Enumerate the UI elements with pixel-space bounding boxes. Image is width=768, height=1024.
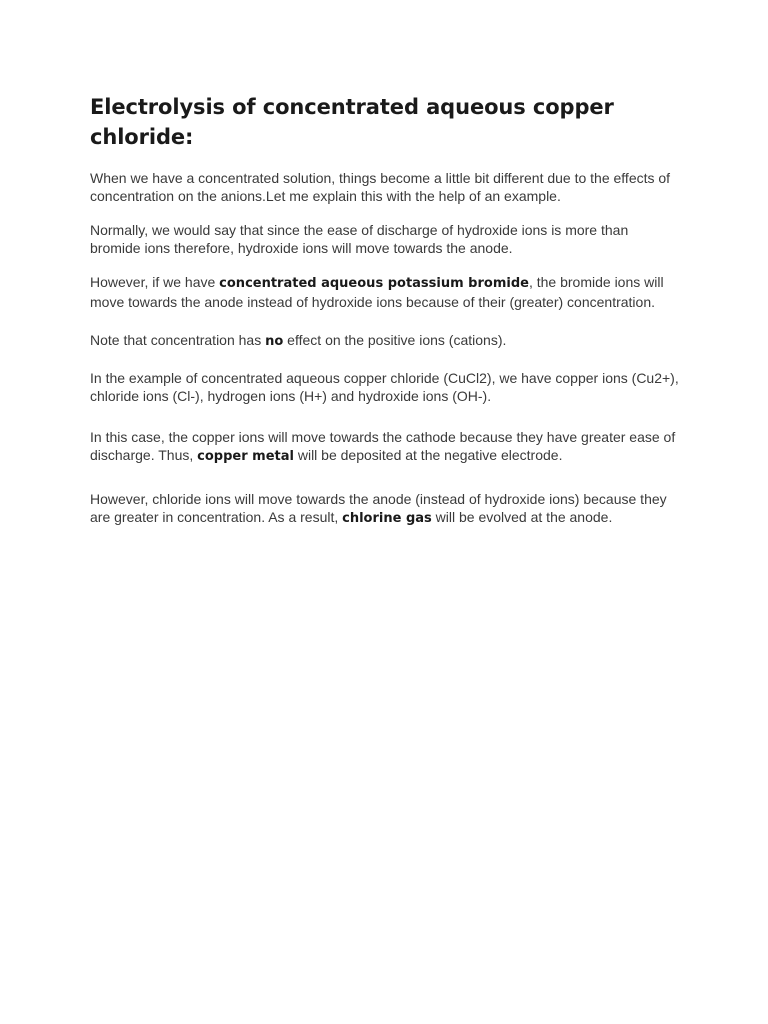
bold-term: chlorine gas	[342, 511, 432, 526]
paragraph-cations-note	[90, 331, 680, 351]
paragraph-potassium-bromide	[90, 273, 680, 311]
bold-term: no	[265, 334, 284, 349]
paragraph-text: When we have a concentrated solution, things become a little bit different due to the effects of concentration on the anions.Let me explain this with the help of an example.	[90, 170, 671, 204]
paragraph-text: In the example of concentrated aqueous copper chloride (CuCl2), we have copper ions (Cu2+), chloride ions (Cl-), hydrogen ions (H+) and hydroxide ions (OH-).	[90, 370, 679, 404]
document-body	[90, 92, 680, 544]
paragraph-text: In this case, the copper ions will move towards the cathode because they have greater ease of discharge. Thus,	[90, 429, 676, 463]
paragraph-text: , the bromide ions will move towards the anode instead of hydroxide ions because of their (greater) concentration.	[90, 274, 664, 310]
document-title: Electrolysis of concentrated aqueous copper chloride:	[90, 95, 614, 149]
bold-term: copper metal	[197, 449, 294, 464]
paragraph-text: However, chloride ions will move towards the anode (instead of hydroxide ions) because they are greater in concentration. As a result,	[90, 491, 667, 525]
paragraph-text: Note that concentration has	[90, 332, 266, 348]
paragraph-text: will be deposited at the negative electrode.	[293, 447, 563, 463]
paragraph-anode	[90, 490, 680, 528]
paragraph-text: Normally, we would say that since the ease of discharge of hydroxide ions is more than bromide ions therefore, hydroxide ions will move towards the anode.	[90, 222, 629, 256]
paragraph-text: effect on the positive ions (cations).	[283, 332, 507, 348]
paragraph-cathode	[90, 428, 680, 466]
paragraph-normal-discharge	[90, 221, 680, 257]
bold-term: concentrated aqueous potassium bromide	[219, 276, 529, 291]
paragraph-intro	[90, 169, 680, 205]
paragraph-text: will be evolved at the anode.	[431, 509, 613, 525]
paragraph-ions-list	[90, 369, 680, 405]
paragraph-text: However, if we have	[90, 274, 220, 290]
